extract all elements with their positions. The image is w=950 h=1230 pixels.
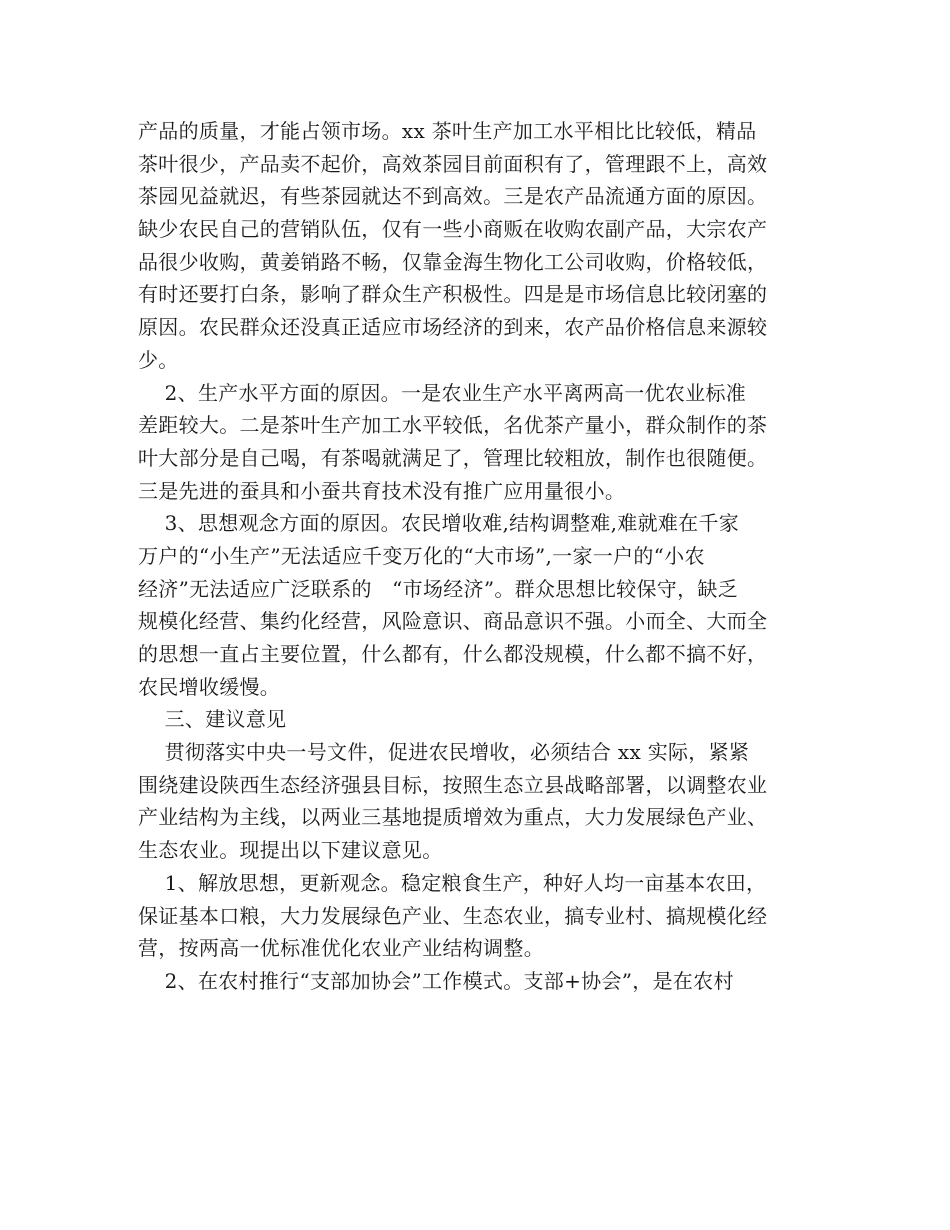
text-line: 围绕建设陕西生态经济强县目标，按照生态立县战略部署，以调整农业 bbox=[138, 772, 768, 797]
text-line: 叶大部分是自己喝，有茶喝就满足了，管理比较粗放，制作也很随便。 bbox=[138, 445, 768, 470]
text-line: 茶叶很少，产品卖不起价，高效茶园目前面积有了，管理跟不上，高效 bbox=[138, 151, 768, 176]
text-line: 生态农业。现提出以下建议意见。 bbox=[138, 838, 443, 863]
text-line: 差距较大。二是茶叶生产加工水平较低，名优茶产量小，群众制作的茶 bbox=[138, 413, 768, 438]
text-line: 的思想一直占主要位置，什么都有，什么都没规模，什么都不搞不好， bbox=[138, 642, 768, 666]
text-line: 规模化经营、集约化经营，风险意识、商品意识不强。小而全、大而全 bbox=[138, 609, 768, 634]
text-line: 3、思想观念方面的原因。农民增收难,结构调整难,难就难在千家 bbox=[138, 511, 740, 536]
text-line: 品很少收购，黄姜销路不畅，仅靠金海生物化工公司收购，价格较低， bbox=[138, 249, 768, 274]
text-line: 贯彻落实中央一号文件，促进农民增收，必须结合 xx 实际，紧紧 bbox=[138, 740, 750, 765]
text-line: 三、建议意见 bbox=[138, 707, 287, 732]
text-line: 经济”无法适应广泛联系的 “市场经济”。群众思想比较保守，缺乏 bbox=[138, 576, 738, 601]
text-line: 三是先进的蚕具和小蚕共育技术没有推广应用量很小。 bbox=[138, 478, 626, 503]
text-line: 营，按两高一优标准优化农业产业结构调整。 bbox=[138, 936, 544, 961]
text-line: 万户的“小生产”无法适应千变万化的“大市场”,一家一户的“小农 bbox=[138, 543, 705, 568]
text-line: 1、解放思想，更新观念。稳定粮食生产，种好人均一亩基本农田， bbox=[138, 870, 767, 895]
text-line: 产品的质量，才能占领市场。xx 茶叶生产加工水平相比比较低，精品 bbox=[138, 119, 757, 143]
text-line: 原因。农民群众还没真正适应市场经济的到来，农产品价格信息来源较 bbox=[138, 315, 768, 340]
text-line: 保证基本口粮，大力发展绿色产业、生态农业，搞专业村、搞规模化经 bbox=[138, 903, 768, 928]
text-line: 少。 bbox=[138, 347, 179, 372]
text-line: 产业结构为主线，以两业三基地提质增效为重点，大力发展绿色产业、 bbox=[138, 805, 768, 830]
text-line: 2、生产水平方面的原因。一是农业生产水平离两高一优农业标准 bbox=[138, 380, 747, 405]
text-line: 茶园见益就迟，有些茶园就达不到高效。三是农产品流通方面的原因。 bbox=[138, 184, 768, 209]
text-line: 2、在农村推行“支部加协会”工作模式。支部+协会”，是在农村 bbox=[138, 968, 734, 993]
text-line: 农民增收缓慢。 bbox=[138, 674, 281, 699]
text-line: 缺少农民自己的营销队伍，仅有一些小商贩在收购农副产品，大宗农产 bbox=[138, 217, 768, 242]
document-body bbox=[138, 115, 828, 998]
text-line: 有时还要打白条，影响了群众生产积极性。四是是市场信息比较闭塞的 bbox=[138, 282, 768, 307]
